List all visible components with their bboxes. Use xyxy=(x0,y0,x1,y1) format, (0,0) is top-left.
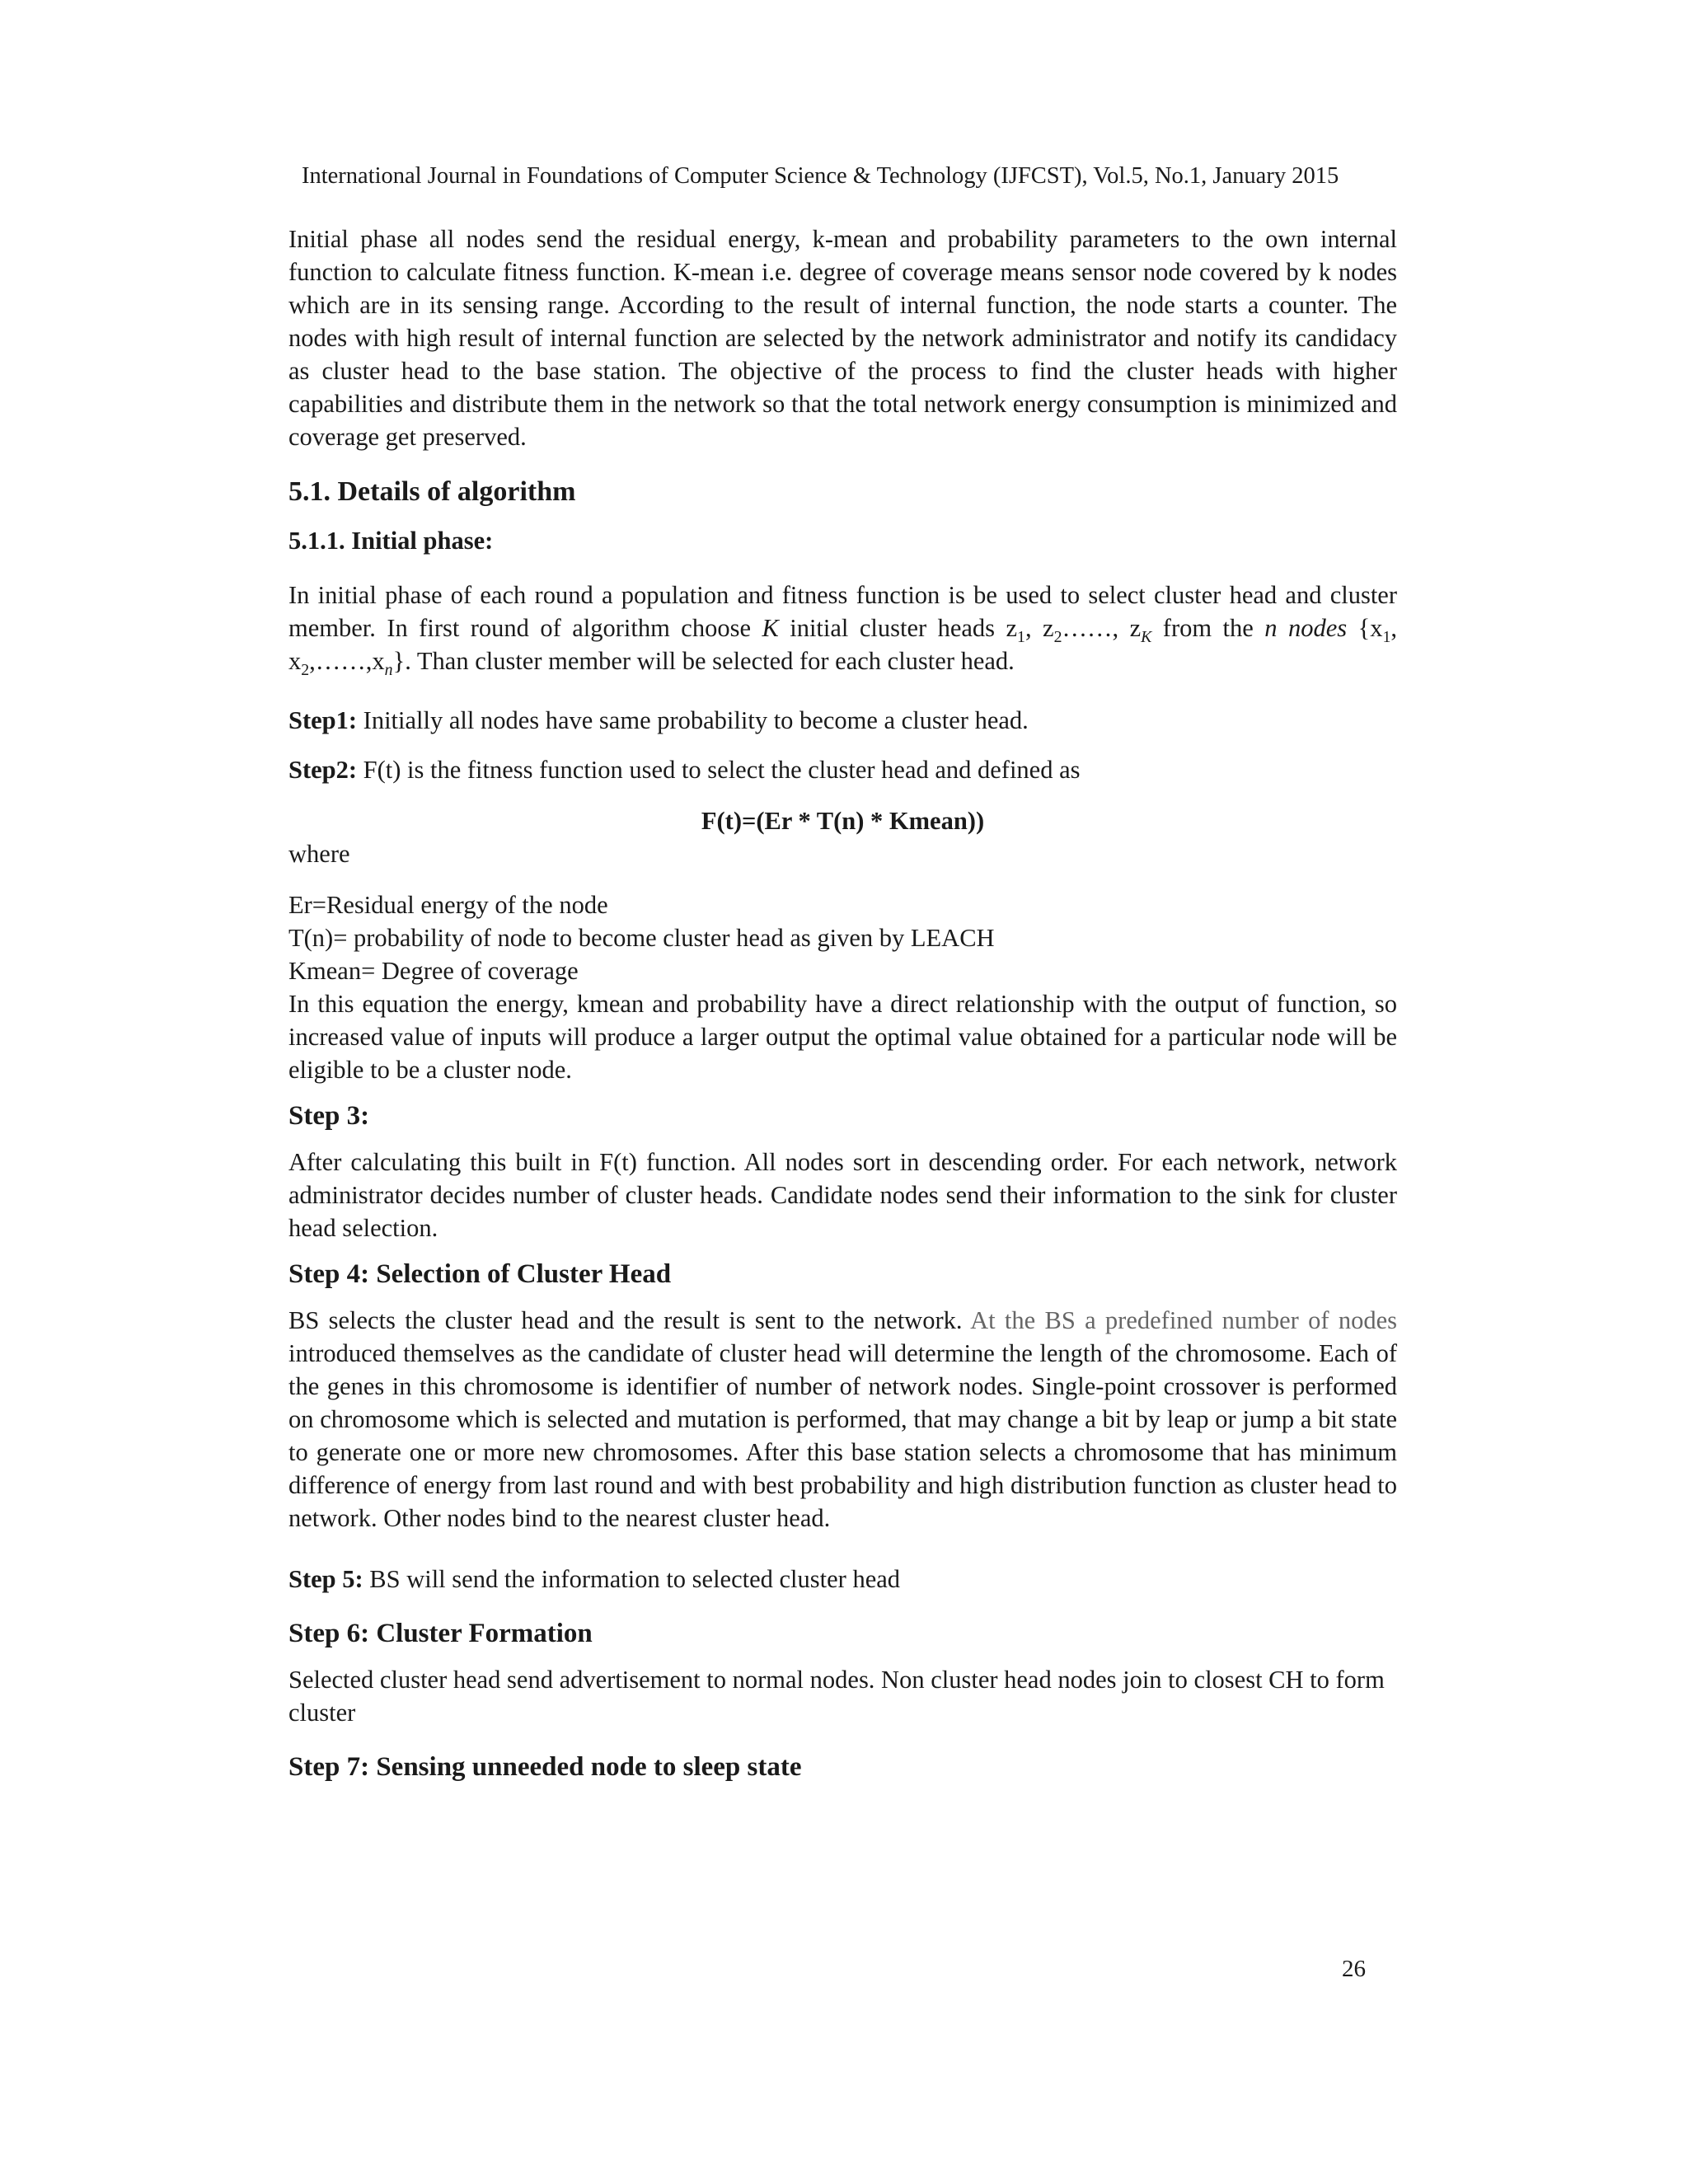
equation-block xyxy=(288,804,1397,872)
step3-paragraph: After calculating this built in F(t) function. All nodes sort in descending order. For each network, network administrator decides number of cluster heads. Candidate nodes send their information to the sink for cluster head selection. xyxy=(288,1148,1397,1242)
initial-phase-paragraph: In initial phase of each round a population and fitness function is be used to select cluster head and cluster member. In first round of algorithm choose K initial cluster heads $z_1$, $z_2\dots\dots$, $z_K$ from the n nodes {$x_1$, $x_2,\dots\dots,x_n$}. Than cluster member will be selected for each cluster head. xyxy=(288,581,1397,680)
n-nodes: n nodes xyxy=(1264,614,1348,642)
step4-heading: Step 4: Selection of Cluster Head xyxy=(288,1259,672,1289)
step5-paragraph: Step 5: BS will send the information to selected cluster head xyxy=(288,1565,901,1593)
step7-heading: Step 7: Sensing unneeded node to sleep state xyxy=(288,1752,802,1782)
section-heading: 5.1. Details of algorithm xyxy=(288,476,576,507)
intro-paragraph: Initial phase all nodes send the residual energy, k-mean and probability parameters to the own internal function to calculate fitness function. K-mean i.e. degree of coverage means sensor node covered by k nodes which are in its sensing range. According to the result of internal function, the node starts a counter. The nodes with high result of internal function are selected by the network administrator and notify its candidacy as cluster head to the base station. The objective of the process to find the cluster heads with higher capabilities and distribute them in the network so that the total network energy consumption is minimized and coverage get preserved. xyxy=(288,225,1397,451)
page-number: 26 xyxy=(1342,1956,1366,1982)
definition-tn: T(n)= probability of node to become cluster head as given by LEACH xyxy=(288,924,995,952)
definition-kmean: Kmean= Degree of coverage xyxy=(288,957,579,985)
where-label: where xyxy=(288,840,350,868)
step4-paragraph: BS selects the cluster head and the result is sent to the network. At the BS a predefined number of nodes introduced themselves as the candidate of cluster head will determine the length of the chromosome. Each of the genes in this chromosome is identifier of number of network nodes. Single-point crossover is performed on chromosome which is selected and mutation is performed, that may change a bit by leap or jump a bit state to generate one or more new chromosomes. After this base station selects a chromosome that has minimum difference of energy from last round and with best probability and high distribution function as cluster head to network. Other nodes bind to the nearest cluster head. xyxy=(288,1306,1397,1532)
step6-heading: Step 6: Cluster Formation xyxy=(288,1619,593,1648)
page-content xyxy=(288,223,1397,1783)
running-head: International Journal in Foundations of Computer Science & Technology (IJFCST), Vol.5, No.1, January 2015 xyxy=(302,163,1339,189)
step5-label: Step 5: xyxy=(288,1565,363,1593)
muted-phrase: At the BS a predefined number of nodes xyxy=(970,1306,1397,1334)
step2-paragraph: Step2: F(t) is the fitness function used to select the cluster head and defined as xyxy=(288,756,1081,784)
equation-explanation: In this equation the energy, kmean and probability have a direct relationship with the output of function, so increased value of inputs will produce a larger output the optimal value obtained for a particular node will be eligible to be a cluster node. xyxy=(288,990,1397,1084)
paper-page xyxy=(288,0,1397,2184)
definitions-list xyxy=(288,888,1397,987)
var-k: K xyxy=(762,614,779,642)
step6-paragraph: Selected cluster head send advertisement to normal nodes. Non cluster head nodes join to closest CH to form cluster xyxy=(288,1666,1385,1727)
step2-label: Step2: xyxy=(288,756,358,784)
subsection-heading: 5.1.1. Initial phase: xyxy=(288,527,494,555)
step1-paragraph: Step1: Initially all nodes have same probability to become a cluster head. xyxy=(288,706,1029,734)
definition-er: Er=Residual energy of the node xyxy=(288,891,608,919)
step1-label: Step1: xyxy=(288,706,358,734)
step3-heading: Step 3: xyxy=(288,1101,370,1131)
fitness-equation: F(t)=(Er * T(n) * Kmean)) xyxy=(701,807,985,835)
